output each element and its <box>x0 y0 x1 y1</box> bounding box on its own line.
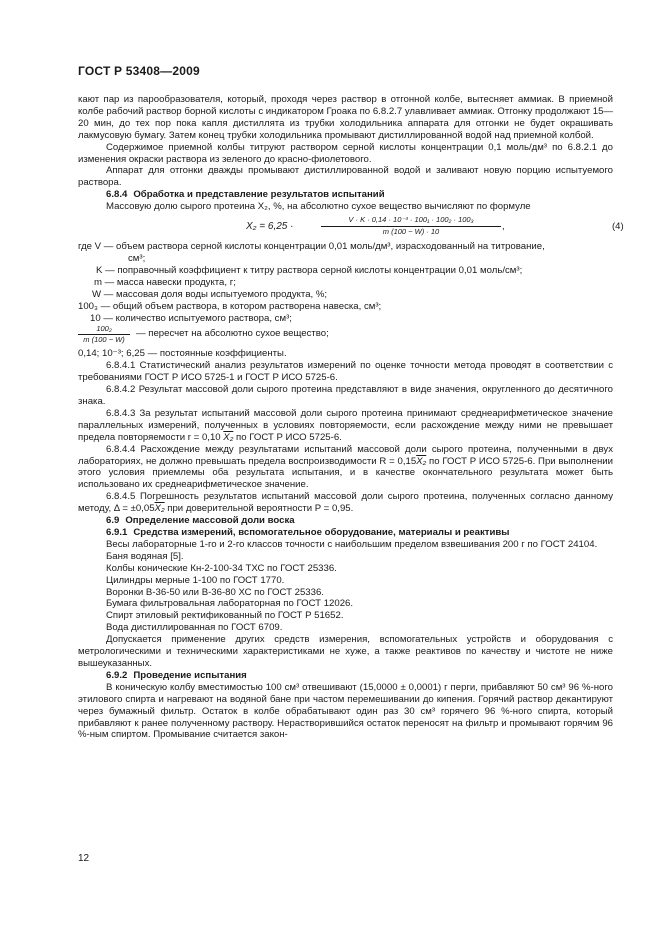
text-part: при доверительной вероятности P = 0,95. <box>167 503 354 515</box>
formula-4 <box>78 215 624 241</box>
definition-fraction-denominator: m (100 − W) <box>83 335 125 345</box>
text-part: по ГОСТ Р ИСО 5725-6. При выполнении этого условия приемлемы оба результата испытания, и в качестве окончательного результата может быть использовано их среднеарифметическое значение. <box>78 455 613 491</box>
standard-header: ГОСТ Р 53408—2009 <box>78 64 200 78</box>
section-title: Обработка и представление результатов испытаний <box>133 189 385 201</box>
formula-fraction <box>321 215 501 237</box>
formula-tail: , <box>502 221 505 233</box>
list-item: Цилиндры мерные 1-100 по ГОСТ 1770. <box>106 574 285 586</box>
page-number: 12 <box>78 853 90 864</box>
formula-denominator: m (100 − W) · 10 <box>382 227 440 237</box>
paragraph-6-8-4-4 <box>78 444 613 492</box>
section-heading-6-9-1 <box>78 527 613 539</box>
definition-v: где V — объем раствора серной кислоты концентрации 0,01 моль/дм³, израсходованный на титрование, <box>78 241 545 253</box>
section-title: Проведение испытания <box>133 669 247 681</box>
list-item: Спирт этиловый ректификованный по ГОСТ Р 51652. <box>106 610 344 622</box>
section-heading-6-9-2 <box>78 670 613 682</box>
formula-lhs: X₂ = 6,25 · <box>246 221 294 233</box>
definition-100-3: 100₃ — общий объем раствора, в котором растворена навеска, см³; <box>78 300 382 312</box>
definition-k: K — поправочный коэффициент к титру раствора серной кислоты концентрации 0,01 моль/см³; <box>96 264 523 276</box>
definition-constants: 0,14; 10⁻³; 6,25 — постоянные коэффициенты. <box>78 348 287 360</box>
section-title: Средства измерений, вспомогательное оборудование, материалы и реактивы <box>133 527 510 538</box>
formula-number: (4) <box>612 221 624 233</box>
paragraph-6-8-4-5 <box>78 491 613 515</box>
paragraph-6-8-4-1: 6.8.4.1 Статистический анализ результатов измерений по оценке точности метода проводят в соответствии с требованиями ГОСТ Р ИСО 5725-1 и ГОСТ Р ИСО 5725-6. <box>78 360 613 384</box>
list-item: Вода дистиллированная по ГОСТ 6709. <box>106 622 283 634</box>
paragraph-6-8-4-2: 6.8.4.2 Результат массовой доли сырого протеина представляют в виде значения, округленного до десятичного знака. <box>78 384 613 408</box>
definition-10: 10 — количество испытуемого раствора, см³; <box>90 312 292 324</box>
list-item: Баня водяная [5]. <box>106 550 184 562</box>
formula-numerator: V · K · 0,14 · 10⁻³ · 100₁ · 100₂ · 100₃ <box>321 215 501 227</box>
formula-definitions <box>78 241 613 360</box>
definition-w: W — массовая доля воды испытуемого продукта, %; <box>92 288 328 300</box>
definition-fraction-text: — пересчет на абсолютно сухое вещество; <box>136 328 329 340</box>
definition-m: m — масса навески продукта, г; <box>94 276 236 288</box>
text-part: 6.8.4.4 Расхождение между результатами испытаний массовой доли сырого протеина, полученными в двух лабораториях, не должно превышать предела воспроизводимости R = 0,15 <box>78 443 613 467</box>
section-number: 6.9.1 <box>106 527 128 538</box>
text-part: 6.8.4.5 Погрешность результатов испытаний массовой доли сырого протеина, полученных согласно данному методу, Δ = ±0,05 <box>78 491 613 515</box>
section-title: Определение массовой доли воска <box>125 515 295 527</box>
paragraph: Аппарат для отгонки дважды промывают дистиллированной водой и заливают новую порцию испытуемого раствора. <box>78 165 613 189</box>
list-item: Колбы конические Кн-2-100-34 ТХС по ГОСТ 25336. <box>106 562 337 574</box>
paragraph: В коническую колбу вместимостью 100 см³ отвешивают (15,0000 ± 0,0001) г перги, прибавляют 50 см³ 96 %-ного этилового спирта и нагревают на водяной бане при частом перемешивании до кипения. Горячий раствор декантируют через бумажный фильтр. Остаток в колбе обрабатывают один раз 30 см³ горячего 96 %-ного спирта, который прибавляют к ранее полученному раствору. Нерастворившийся остаток переносят на фильтр и промывают горячим 96 %-ным спиртом. Промывание считается закон- <box>78 681 613 741</box>
section-number: 6.9.2 <box>106 669 128 681</box>
paragraph: Допускается применение других средств измерения, вспомогательных устройств и оборудования с метрологическими и техническими характеристиками не хуже, а также реактивов по качеству и чистоте не ниже вышеуказанных. <box>78 634 613 669</box>
definition-fraction-numerator: 100₂ <box>78 324 130 335</box>
document-body <box>78 94 624 741</box>
section-heading-6-8-4 <box>78 189 613 201</box>
definition-fraction <box>78 324 613 348</box>
mean-x2: X₂ <box>416 455 427 467</box>
text-part: 6.8.4.3 За результат испытаний массовой доли сырого протеина принимают среднеарифметическое значение параллельных измерений, полученных в условиях повторяемости, если расхождение между ними не превышает предела повторяемости r = 0,10 <box>78 407 613 443</box>
paragraph-6-8-4-3 <box>78 408 613 444</box>
paragraph: Содержимое приемной колбы титруют раствором серной кислоты концентрации 0,1 моль/дм³ по 6.8.2.1 до изменения окраски раствора из зеленого до красно-фиолетового. <box>78 141 613 165</box>
mean-x2: X₂ <box>223 431 234 443</box>
mean-x2: X₂ <box>154 503 165 515</box>
paragraph: Массовую долю сырого протеина X₂, %, на абсолютно сухое вещество вычисляют по формуле <box>106 201 531 213</box>
paragraph: кают пар из парообразователя, который, проходя через раствор в отгонной колбе, вытесняет аммиак. В приемной колбе рабочий раствор борной кислоты с индикатором Гроака по 6.8.2.7 улавливает аммиак. Отгонку продолжают 15—20 мин, до тех пор пока капля дистиллята из трубки холодильника аппарата для отгонки не будет окрашивать лакмусовую бумагу. Затем конец трубки холодильника промывают дистиллированной водой над приемной колбой. <box>78 94 613 141</box>
text-part: по ГОСТ Р ИСО 5725-6. <box>236 431 342 443</box>
paragraph: Весы лабораторные 1-го и 2-го классов точности с наибольшим пределом взвешивания 200 г по ГОСТ 24104. <box>106 538 598 550</box>
section-heading-6-9 <box>78 515 613 527</box>
list-item: Воронки В-36-50 или В-36-80 ХС по ГОСТ 25336. <box>106 586 324 598</box>
section-number: 6.8.4 <box>106 189 128 201</box>
section-number: 6.9 <box>106 515 120 527</box>
definition-v-cont: см³; <box>128 252 146 264</box>
definition-fraction-expr <box>78 324 130 345</box>
list-item: Бумага фильтровальная лабораторная по ГОСТ 12026. <box>106 598 354 610</box>
